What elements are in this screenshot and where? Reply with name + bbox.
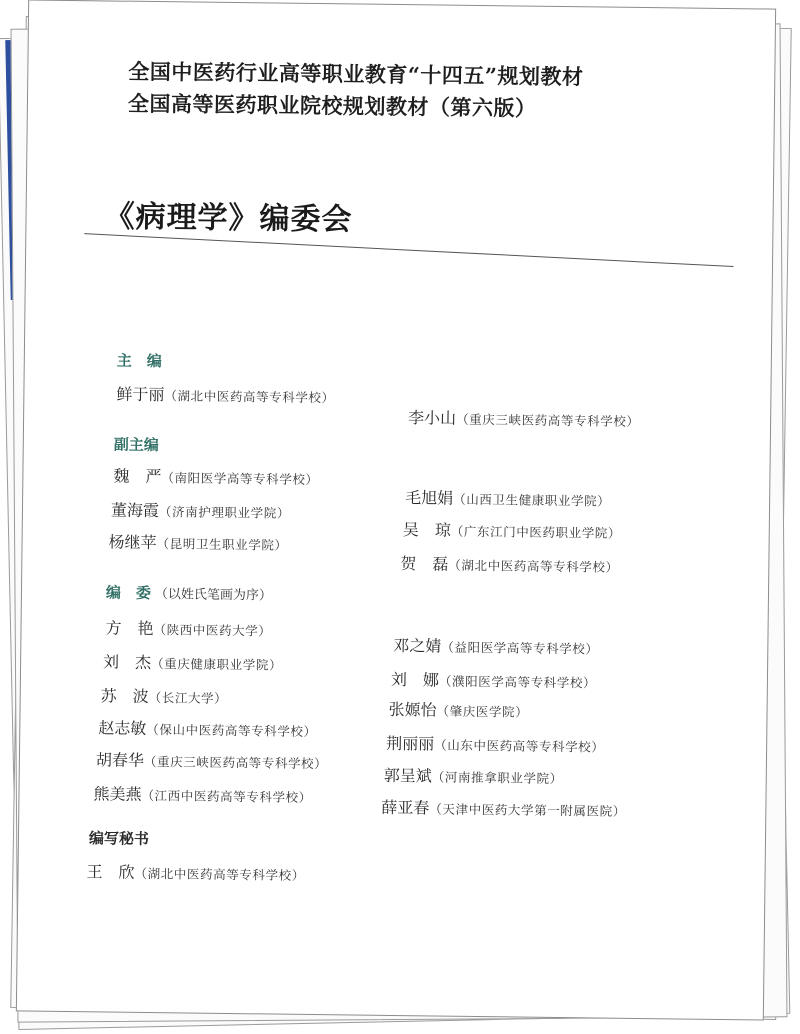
deputy-editor-5 bbox=[108, 529, 287, 554]
member-name: 贺 磊 bbox=[400, 554, 449, 574]
member-name: 赵志敏 bbox=[98, 718, 147, 738]
editor-1 bbox=[105, 615, 271, 640]
member-affiliation: （肇庆医学院） bbox=[436, 703, 529, 720]
member-name: 董海霞 bbox=[110, 500, 160, 521]
member-name: 毛旭娟 bbox=[405, 488, 454, 508]
series-title-line-2: 全国高等医药职业院校规划教材（第六版） bbox=[127, 90, 537, 121]
member-affiliation: （湖北中医药高等专科学校） bbox=[448, 557, 619, 575]
chief-editor-2 bbox=[408, 405, 640, 431]
editor-2 bbox=[393, 633, 598, 659]
editor-6 bbox=[388, 697, 528, 722]
member-name: 熊美燕 bbox=[93, 784, 142, 804]
member-name: 杨继苹 bbox=[108, 532, 157, 553]
member-name: 胡春华 bbox=[95, 750, 145, 770]
editor-12 bbox=[381, 795, 626, 821]
section-deputy-label: 副主编 bbox=[113, 435, 159, 455]
editor-10 bbox=[384, 763, 563, 788]
editor-7 bbox=[98, 715, 317, 741]
member-name: 张嫄怡 bbox=[388, 699, 437, 720]
deputy-editor-1 bbox=[113, 464, 318, 490]
editor-4 bbox=[391, 667, 596, 693]
editors-order-note: （以姓氏笔画为序） bbox=[154, 587, 273, 604]
editors-label: 编 委 bbox=[105, 583, 152, 603]
member-name: 刘 娜 bbox=[390, 669, 440, 690]
document-page bbox=[16, 0, 776, 1021]
member-name: 李小山 bbox=[408, 408, 457, 428]
member-name: 王 欣 bbox=[86, 862, 135, 882]
member-affiliation: （陕西中医药大学） bbox=[153, 622, 272, 639]
member-affiliation: （山西卫生健康职业学院） bbox=[453, 491, 611, 509]
member-affiliation: （湖北中医药高等专科学校） bbox=[164, 388, 335, 406]
section-secretary-label: 编写秘书 bbox=[88, 829, 150, 849]
member-name: 魏 严 bbox=[113, 466, 162, 487]
member-name: 邓之婧 bbox=[393, 635, 442, 656]
member-affiliation: （河南推拿职业学院） bbox=[431, 769, 563, 787]
editor-9 bbox=[96, 747, 328, 773]
section-editors-label bbox=[106, 581, 272, 604]
editor-5 bbox=[101, 683, 228, 708]
member-affiliation: （重庆三峡医药高等专科学校） bbox=[456, 411, 640, 429]
section-chief-label: 主 编 bbox=[116, 351, 162, 371]
member-affiliation: （濮阳医学高等专科学校） bbox=[438, 673, 597, 691]
editor-3 bbox=[103, 649, 282, 674]
member-name: 鲜于丽 bbox=[116, 384, 165, 405]
member-affiliation: （天津中医药大学第一附属医院） bbox=[429, 801, 626, 819]
member-name: 方 艳 bbox=[105, 618, 154, 639]
deputy-editor-2 bbox=[405, 485, 610, 511]
member-affiliation: （重庆三峡医药高等专科学校） bbox=[143, 753, 328, 772]
member-affiliation: （江西中医药高等专科学校） bbox=[141, 787, 312, 805]
secretary-1 bbox=[86, 859, 305, 885]
member-affiliation: （广东江门中医药职业学院） bbox=[450, 523, 622, 541]
editor-11 bbox=[93, 781, 312, 807]
deputy-editor-4 bbox=[403, 517, 622, 543]
member-affiliation: （长江大学） bbox=[148, 689, 228, 706]
member-affiliation: （益阳医学高等专科学校） bbox=[441, 639, 599, 657]
series-title-line-1: 全国中医药行业高等职业教育“十四五”规划教材 bbox=[128, 58, 584, 90]
title-divider bbox=[84, 233, 733, 267]
member-name: 刘 杰 bbox=[103, 652, 152, 673]
member-affiliation: （湖北中医药高等专科学校） bbox=[134, 865, 305, 883]
member-affiliation: （南阳医学高等专科学校） bbox=[161, 470, 319, 488]
member-affiliation: （保山中医药高等专科学校） bbox=[146, 721, 317, 740]
deputy-editor-6 bbox=[400, 551, 619, 577]
editor-8 bbox=[386, 731, 605, 757]
member-name: 苏 波 bbox=[100, 686, 149, 706]
member-name: 吴 琼 bbox=[402, 520, 451, 540]
member-name: 荆丽丽 bbox=[386, 733, 435, 754]
member-affiliation: （山东中医药高等专科学校） bbox=[434, 737, 605, 755]
member-affiliation: （重庆健康职业学院） bbox=[151, 656, 283, 673]
deputy-editor-3 bbox=[111, 498, 290, 523]
member-affiliation: （昆明卫生职业学院） bbox=[156, 536, 288, 553]
chief-editor-1 bbox=[116, 382, 335, 408]
member-name: 薛亚春 bbox=[381, 797, 430, 818]
member-name: 郭呈斌 bbox=[383, 765, 432, 786]
member-affiliation: （济南护理职业学院） bbox=[158, 504, 291, 521]
page-title: 《病理学》编委会 bbox=[104, 199, 353, 238]
